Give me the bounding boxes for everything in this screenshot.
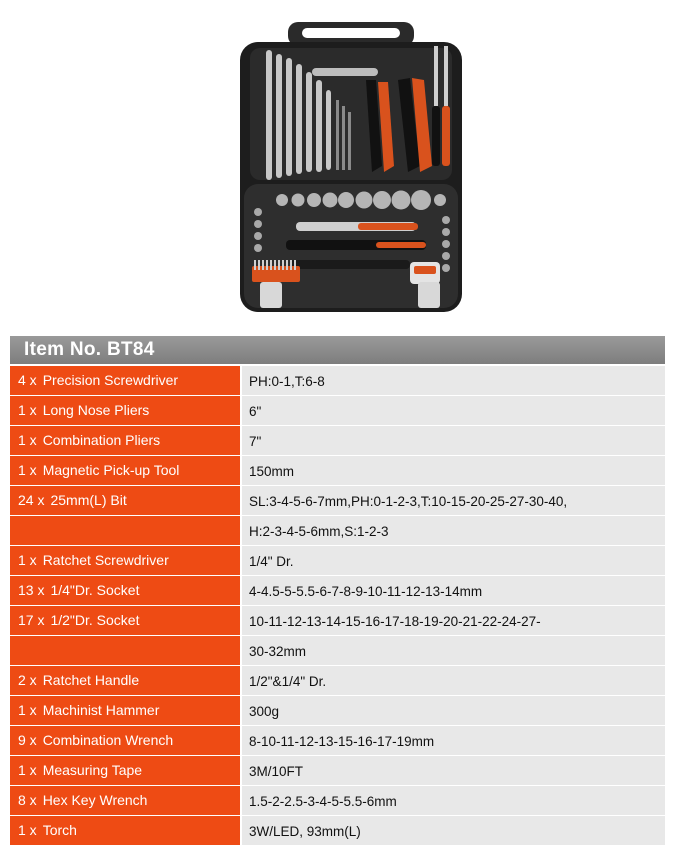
tool-quantity: 1 x <box>18 462 37 478</box>
tool-cell <box>10 366 242 395</box>
tool-cell <box>10 696 242 725</box>
tool-name: 1/4"Dr. Socket <box>50 582 140 598</box>
tool-name: Magnetic Pick-up Tool <box>42 462 180 478</box>
tool-quantity: 24 x <box>18 492 45 508</box>
tool-spec: SL:3-4-5-6-7mm,PH:0-1-2-3,T:10-15-20-25-27-30-40, <box>242 486 665 515</box>
tool-spec: 1/2"&1/4" Dr. <box>242 666 665 695</box>
tool-cell <box>10 396 242 425</box>
tool-spec: 4-4.5-5-5.5-6-7-8-9-10-11-12-13-14mm <box>242 576 665 605</box>
tool-spec: 30-32mm <box>242 636 665 665</box>
tool-name: Measuring Tape <box>42 762 143 778</box>
tool-cell <box>10 606 242 635</box>
spec-row <box>10 816 665 846</box>
spec-row <box>10 366 665 396</box>
tool-spec: 7" <box>242 426 665 455</box>
tool-cell <box>10 426 242 455</box>
tool-cell <box>10 816 242 845</box>
item-number-header <box>10 336 665 364</box>
tool-cell <box>10 636 242 665</box>
tool-quantity: 1 x <box>18 552 37 568</box>
spec-row <box>10 456 665 486</box>
tool-spec: 1.5-2-2.5-3-4-5-5.5-6mm <box>242 786 665 815</box>
spec-row <box>10 606 665 636</box>
spec-row <box>10 546 665 576</box>
tool-cell <box>10 546 242 575</box>
tool-cell <box>10 756 242 785</box>
tool-name: 25mm(L) Bit <box>50 492 127 508</box>
tool-quantity: 17 x <box>18 612 45 628</box>
tool-name: Combination Wrench <box>42 732 174 748</box>
tool-name: Long Nose Pliers <box>42 402 150 418</box>
tool-cell <box>10 456 242 485</box>
tool-quantity: 1 x <box>18 702 37 718</box>
tool-cell <box>10 666 242 695</box>
tool-spec: H:2-3-4-5-6mm,S:1-2-3 <box>242 516 665 545</box>
spec-row <box>10 576 665 606</box>
tool-quantity: 1 x <box>18 762 37 778</box>
tool-spec: 3M/10FT <box>242 756 665 785</box>
tool-cell <box>10 726 242 755</box>
tool-name: Ratchet Screwdriver <box>42 552 169 568</box>
tool-cell <box>10 786 242 815</box>
toolkit-case-illustration <box>226 16 476 316</box>
spec-row <box>10 726 665 756</box>
tool-name: Combination Pliers <box>42 432 161 448</box>
spec-row <box>10 486 665 516</box>
tool-name: Hex Key Wrench <box>42 792 148 808</box>
tool-name: 1/2"Dr. Socket <box>50 612 140 628</box>
tool-name: Torch <box>42 822 77 838</box>
tool-spec: 1/4" Dr. <box>242 546 665 575</box>
item-number-label: Item No. <box>24 339 102 360</box>
tool-spec: PH:0-1,T:6-8 <box>242 366 665 395</box>
spec-table <box>10 366 665 846</box>
spec-row <box>10 636 665 666</box>
tool-spec: 3W/LED, 93mm(L) <box>242 816 665 845</box>
tool-quantity: 4 x <box>18 372 37 388</box>
spec-row <box>10 666 665 696</box>
tool-name: Ratchet Handle <box>42 672 140 688</box>
spec-row <box>10 396 665 426</box>
tool-spec: 6" <box>242 396 665 425</box>
tool-quantity: 13 x <box>18 582 45 598</box>
spec-row <box>10 426 665 456</box>
tool-name: Machinist Hammer <box>42 702 160 718</box>
spec-row <box>10 696 665 726</box>
spec-row <box>10 516 665 546</box>
tool-quantity: 9 x <box>18 732 37 748</box>
tool-name: Precision Screwdriver <box>42 372 179 388</box>
tool-spec: 10-11-12-13-14-15-16-17-18-19-20-21-22-24-27- <box>242 606 665 635</box>
tool-quantity: 1 x <box>18 822 37 838</box>
tool-spec: 300g <box>242 696 665 725</box>
item-number-value: BT84 <box>106 339 155 360</box>
tool-cell <box>10 486 242 515</box>
spec-row <box>10 756 665 786</box>
tool-quantity: 2 x <box>18 672 37 688</box>
tool-spec: 8-10-11-12-13-15-16-17-19mm <box>242 726 665 755</box>
tool-quantity: 1 x <box>18 432 37 448</box>
tool-quantity: 8 x <box>18 792 37 808</box>
tool-cell <box>10 576 242 605</box>
toolkit-product-photo <box>226 16 476 316</box>
tool-spec: 150mm <box>242 456 665 485</box>
tool-cell <box>10 516 242 545</box>
spec-row <box>10 786 665 816</box>
tool-quantity: 1 x <box>18 402 37 418</box>
